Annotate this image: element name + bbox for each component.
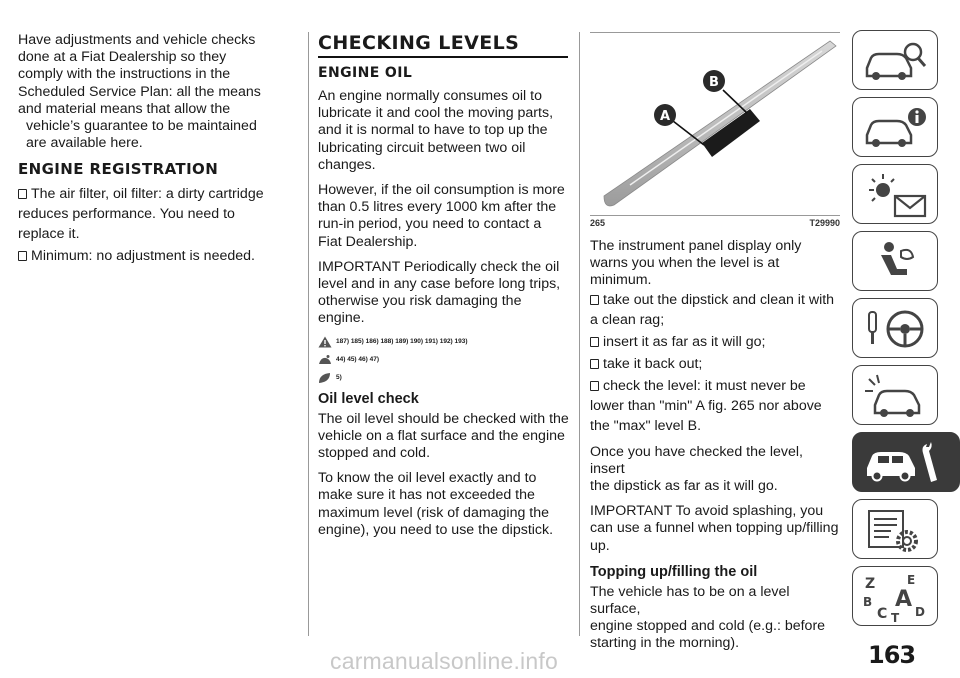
warning-reference: 187) 185) 186) 188) 189) 190) 191) 192) 193) [318, 336, 570, 348]
environment-leaf-icon [318, 372, 332, 384]
topping-up-heading: Topping up/filling the oil [590, 563, 758, 580]
heading-underline [318, 56, 568, 58]
watermark: carmanualsonline.info [330, 648, 558, 674]
list-item: The air filter, oil filter: a dirty cartridge reduces performance. You need to replace it. [18, 186, 264, 243]
intro-paragraph: Have adjustments and vehicle checks done at a Fiat Dealership so they comply with the instructions in the Scheduled Service Plan: all the means and material means that allow the vehicle’s guarantee to be maintained are available here. [18, 32, 261, 152]
figure-code: T29990 [809, 218, 840, 228]
warning-triangle-icon [318, 336, 332, 348]
figure-bottom-rule [590, 215, 840, 216]
paragraph: To know the oil level exactly and to make sure it has not exceeded the maximum level (risk of damaging the engine), you need to use the dipstick. [318, 470, 554, 538]
list-item: take out the dipstick and clean it with a clean rag; [590, 291, 835, 328]
svg-text:C: C [877, 606, 888, 622]
oil-level-check-heading: Oil level check [318, 390, 419, 407]
important-paragraph: IMPORTANT Periodically check the oil level and in any case before long trips, otherwise you risk damaging the engine. [318, 258, 561, 327]
dipstick-figure [590, 33, 840, 215]
checkbox-bullet-icon [590, 381, 599, 391]
checking-levels-heading: CHECKING LEVELS [318, 32, 520, 54]
checkbox-bullet-icon [590, 337, 599, 347]
car-search-icon [861, 36, 931, 86]
svg-text:A: A [895, 587, 913, 612]
tab-emergency[interactable] [852, 365, 938, 425]
checkbox-bullet-icon [18, 189, 27, 199]
engine-oil-heading: ENGINE OIL [318, 65, 413, 81]
car-info-icon [861, 103, 931, 153]
list-item: check the level: it must never be lower than "min" A fig. 265 nor above the "max" level B. [590, 377, 822, 434]
paragraph: An engine normally consumes oil to lubricate it and cool the moving parts, and it is normal to have to top up the lubricating circuit between two oil changes. [318, 88, 554, 173]
paragraph: The oil level should be checked with the vehicle on a flat surface and the engine stopped and cold. [318, 410, 569, 462]
warning-light-message-icon [861, 170, 931, 220]
tab-technical-specifications[interactable] [852, 499, 938, 559]
tab-index[interactable] [852, 566, 938, 626]
tab-servicing-maintenance[interactable] [852, 432, 960, 492]
figure-caption [590, 218, 840, 228]
callout-b-label: B [709, 75, 719, 90]
callout-a-label: A [659, 109, 671, 124]
column-divider [308, 32, 309, 636]
checkbox-bullet-icon [590, 295, 599, 305]
spec-sheet-gear-icon [861, 505, 931, 555]
checkbox-bullet-icon [18, 251, 27, 261]
paragraph: The vehicle has to be on a level surface, engine stopped and cold (e.g.: before starting in the morning). [590, 583, 826, 652]
column-2 [318, 32, 570, 547]
column-divider [579, 32, 580, 636]
tab-vehicle-info[interactable] [852, 97, 938, 157]
page-number: 163 [868, 641, 916, 669]
column-3 [590, 32, 840, 653]
tab-safety[interactable] [852, 231, 938, 291]
svg-text:Z: Z [865, 576, 876, 592]
caution-reference: 44) 45) 46) 47) [318, 354, 570, 366]
paragraph: However, if the oil consumption is more than 0.5 litres every 1000 km after the run-in period, you need to contact a Fiat Dealership. [318, 182, 565, 250]
list-item: insert it as far as it will go; [590, 332, 840, 352]
tab-warning-lights[interactable] [852, 164, 938, 224]
svg-text:D: D [915, 605, 925, 619]
seat-airbag-icon [861, 237, 931, 287]
callout-lines [590, 33, 840, 213]
important-paragraph: IMPORTANT To avoid splashing, you can use a funnel when topping up/filling up. [590, 503, 839, 554]
key-steering-wheel-icon [861, 304, 931, 354]
car-wrench-icon [861, 438, 951, 488]
alphabet-index-icon [861, 572, 931, 622]
car-crash-icon [861, 371, 931, 421]
caution-oil-icon [318, 354, 332, 366]
engine-registration-heading: ENGINE REGISTRATION [18, 160, 219, 179]
svg-text:E: E [907, 573, 916, 587]
tab-starting-driving[interactable] [852, 298, 938, 358]
column-1 [18, 32, 296, 268]
svg-text:B: B [863, 595, 873, 609]
environment-reference: 5) [318, 372, 570, 384]
list-item: Minimum: no adjustment is needed. [18, 246, 296, 266]
paragraph: Once you have checked the level, insert the dipstick as far as it will go. [590, 443, 803, 495]
checkbox-bullet-icon [590, 359, 599, 369]
svg-text:T: T [891, 611, 900, 622]
paragraph: The instrument panel display only warns you when the level is at minimum. [590, 238, 802, 289]
figure-number: 265 [590, 218, 606, 228]
tab-knowing-your-vehicle[interactable] [852, 30, 938, 90]
list-item: take it back out; [590, 354, 840, 374]
